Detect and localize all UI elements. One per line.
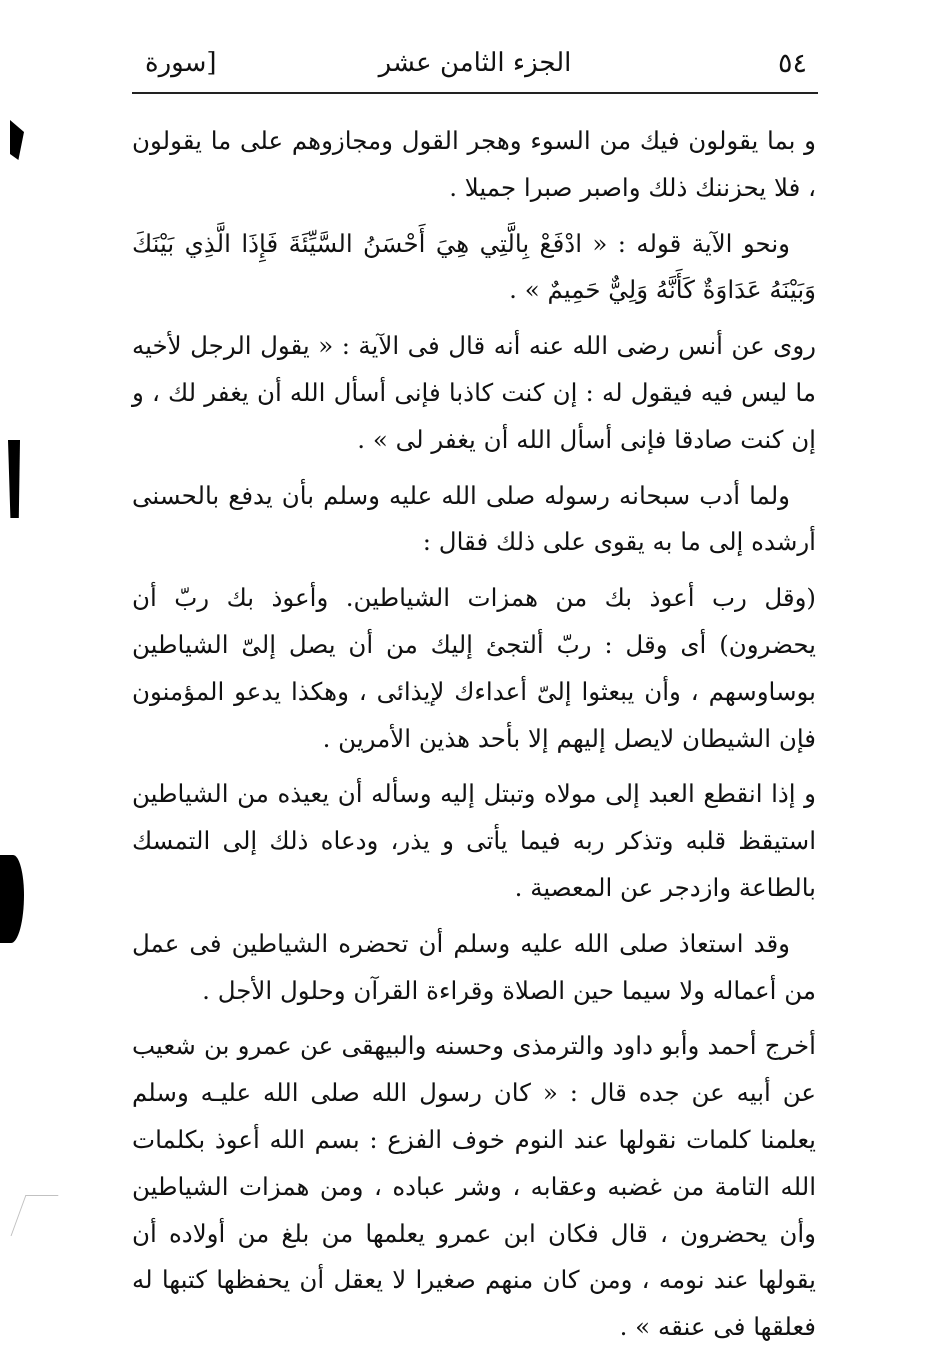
- scan-mark: [10, 120, 24, 160]
- scan-mark: [11, 1195, 59, 1236]
- page-body: [132, 118, 816, 1360]
- paragraph-8: أخرج أحمد وأبو داود والترمذى وحسنه والبيهقى عن عمرو بن شعيب عن أبيه عن جده قال : « كان رسول الله صلى الله عليـه وسلم يعلمنا كلمات نقولها عند النوم خوف الفزع : بسم الله أعوذ بكلمات الله التامة من غضبه وعقابه ، وشر عباده ، ومن همزات الشياطين وأن يحضرون ، قال فكان ابن عمرو يعلمها من بلغ من أولاده أن يقولها عند نومه ، ومن كان منهم صغيرا لا يعقل أن يحفظها كتبها له فعلقها فى عنقه » .: [132, 1031, 816, 1342]
- part-title: الجزء الثامن عشر: [378, 48, 572, 78]
- paragraph-5: (وقل رب أعوذ بك من همزات الشياطين. وأعوذ بك ربّ أن يحضرون) أى وقل : ربّ ألتجئ إليك من أن يصل إلىّ الشياطين بوساوسهم ، وأن يبعثوا إلىّ أعداءك لإيذائى ، وهكذا يدعو المؤمنون فإن الشيطان لايصل إليهم إلا بأحد هذين الأمرين .: [132, 583, 816, 753]
- scan-mark: [0, 855, 24, 943]
- surah-label: [سورة: [145, 48, 217, 78]
- paragraph-3: روى عن أنس رضى الله عنه أنه قال فى الآية : « يقول الرجل لأخيه ما ليس فيه فيقول له : إن كنت كاذبا فإنى أسأل الله أن يغفر لك ، و إن كنت صادقا فإنى أسأل الله أن يغفر لى » .: [132, 331, 816, 454]
- scan-mark: [8, 440, 20, 518]
- header-rule: [132, 92, 818, 94]
- paragraph-6: و إذا انقطع العبد إلى مولاه وتبتل إليه وسأله أن يعيذه من الشياطين استيقظ قلبه وتذكر ربه فيما يأتى و يذر، ودعاه ذلك إلى التمسك بالطاعة وازدجر عن المعصية .: [132, 779, 816, 902]
- paragraph-2: ونحو الآية قوله : « ادْفَعْ بِالَّتِي هِيَ أَحْسَنُ السَّيِّئَةَ فَإِذَا الَّذِي بَيْنَكَ وَبَيْنَهُ عَدَاوَةٌ كَأَنَّهُ وَلِيٌّ حَمِيمٌ » .: [132, 228, 816, 305]
- page-header: [135, 44, 815, 86]
- paragraph-4: ولما أدب سبحانه رسوله صلى الله عليه وسلم بأن يدفع بالحسنى أرشده إلى ما به يقوى على ذلك فقال :: [132, 480, 816, 557]
- paragraph-1: و بما يقولون فيك من السوء وهجر القول ومجازوهم على ما يقولون ، فلا يحزننك ذلك واصبر صبرا جميلا .: [132, 126, 816, 202]
- paragraph-7: وقد استعاذ صلى الله عليه وسلم أن تحضره الشياطين فى عمل من أعماله ولا سيما حين الصلاة وقراءة القرآن وحلول الأجل .: [132, 928, 816, 1005]
- page-number: ٥٤: [777, 48, 807, 79]
